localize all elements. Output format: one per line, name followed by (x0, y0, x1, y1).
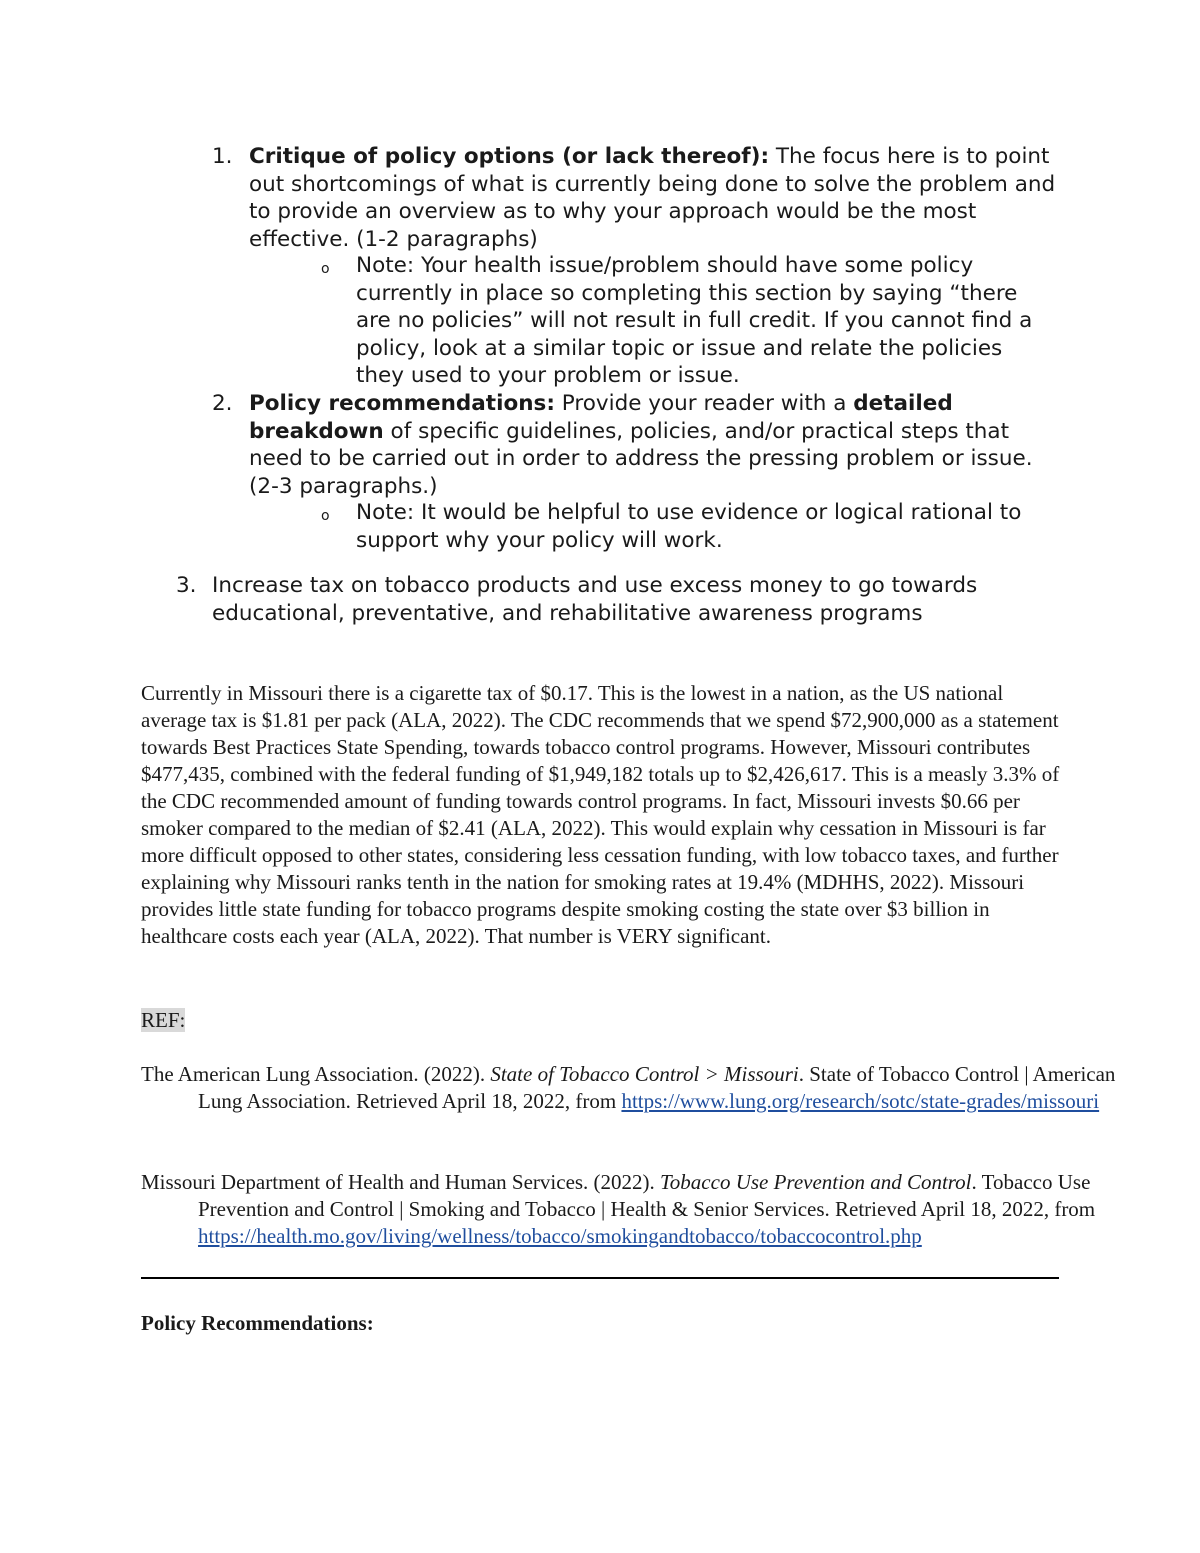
list-item-1-label: Critique of policy options (or lack thereof): (249, 144, 770, 169)
reference-2-title: Tobacco Use Prevention and Control (660, 1170, 972, 1194)
bullet-icon: o (321, 508, 330, 524)
list-item-2-label: Policy recommendations: (249, 391, 555, 416)
list-item-2-note: Note: It would be helpful to use evidence or logical rational to support why your policy will work. (356, 500, 1022, 553)
list-item-2-text (249, 390, 1064, 500)
list-number-1: 1. (212, 144, 233, 169)
horizontal-rule (141, 1277, 1059, 1279)
list-number-3: 3. (176, 573, 197, 598)
list-item-1-text (249, 143, 1064, 253)
reference-1 (141, 1061, 1123, 1115)
ref-label (141, 1007, 1071, 1034)
ref-label-text: REF: (141, 1008, 186, 1032)
list-item-2-emphasis: detailed breakdown (249, 391, 953, 444)
list-item-2-body-c: of specific guidelines, policies, and/or practical steps that need to be carried out in order to address the pressing problem or issue. (2-3 paragraphs.) (249, 418, 1033, 499)
section-heading-text: Policy Recommendations: (141, 1311, 374, 1335)
reference-2-rest: . Tobacco Use Prevention and Control | Smoking and Tobacco | Health & Senior Services. Retrieved April 18, 2022, from (198, 1170, 1096, 1221)
reference-2-author: Missouri Department of Health and Human Services. (2022). (141, 1170, 661, 1194)
reference-2 (141, 1169, 1123, 1250)
reference-2-link[interactable]: https://health.mo.gov/living/wellness/tobacco/smokingandtobacco/tobaccocontrol.php (198, 1224, 922, 1248)
reference-1-title: State of Tobacco Control > Missouri (490, 1062, 799, 1086)
list-item-1-note: Note: Your health issue/problem should have some policy currently in place so completing this section by saying “there are no policies” will not result in full credit. If you cannot find a policy, look at a similar topic or issue and relate the policies they used to your problem or issue. (356, 253, 1033, 388)
bullet-icon: o (321, 261, 330, 277)
list-item-1-body: The focus here is to point out shortcomings of what is currently being done to solve the problem and to provide an overview as to why your approach would be the most effective. (1-2 paragraphs) (249, 144, 1056, 252)
section-heading (141, 1310, 1071, 1337)
body-paragraph: Currently in Missouri there is a cigarette tax of $0.17. This is the lowest in a nation, as the US national average tax is $1.81 per pack (ALA, 2022). The CDC recommends that we spend $72,900,000 as a statement towards Best Practices State Spending, towards tobacco control programs. However, Missouri contributes $477,435, combined with the federal funding of $1,949,182 totals up to $2,426,617. This is a measly 3.3% of the CDC recommended amount of funding towards control programs. In fact, Missouri invests $0.66 per smoker compared to the median of $2.41 (ALA, 2022). This would explain why cessation in Missouri is far more difficult opposed to other states, considering less cessation funding, with low tobacco taxes, and further explaining why Missouri ranks tenth in the nation for smoking rates at 19.4% (MDHHS, 2022). Missouri provides little state funding for tobacco programs despite smoking costing the state over $3 billion in healthcare costs each year (ALA, 2022). That number is VERY significant. (141, 681, 1060, 948)
list-item-3-text: Increase tax on tobacco products and use excess money to go towards educational, preventative, and rehabilitative awareness programs (212, 573, 978, 626)
reference-1-link[interactable]: https://www.lung.org/research/sotc/state-grades/missouri (621, 1089, 1100, 1113)
list-item-2-body-a: Provide your reader with a (554, 391, 854, 416)
reference-1-rest: . State of Tobacco Control | American Lung Association. Retrieved April 18, 2022, from (198, 1062, 1116, 1113)
list-number-2: 2. (212, 391, 233, 416)
reference-1-author: The American Lung Association. (2022). (141, 1062, 491, 1086)
